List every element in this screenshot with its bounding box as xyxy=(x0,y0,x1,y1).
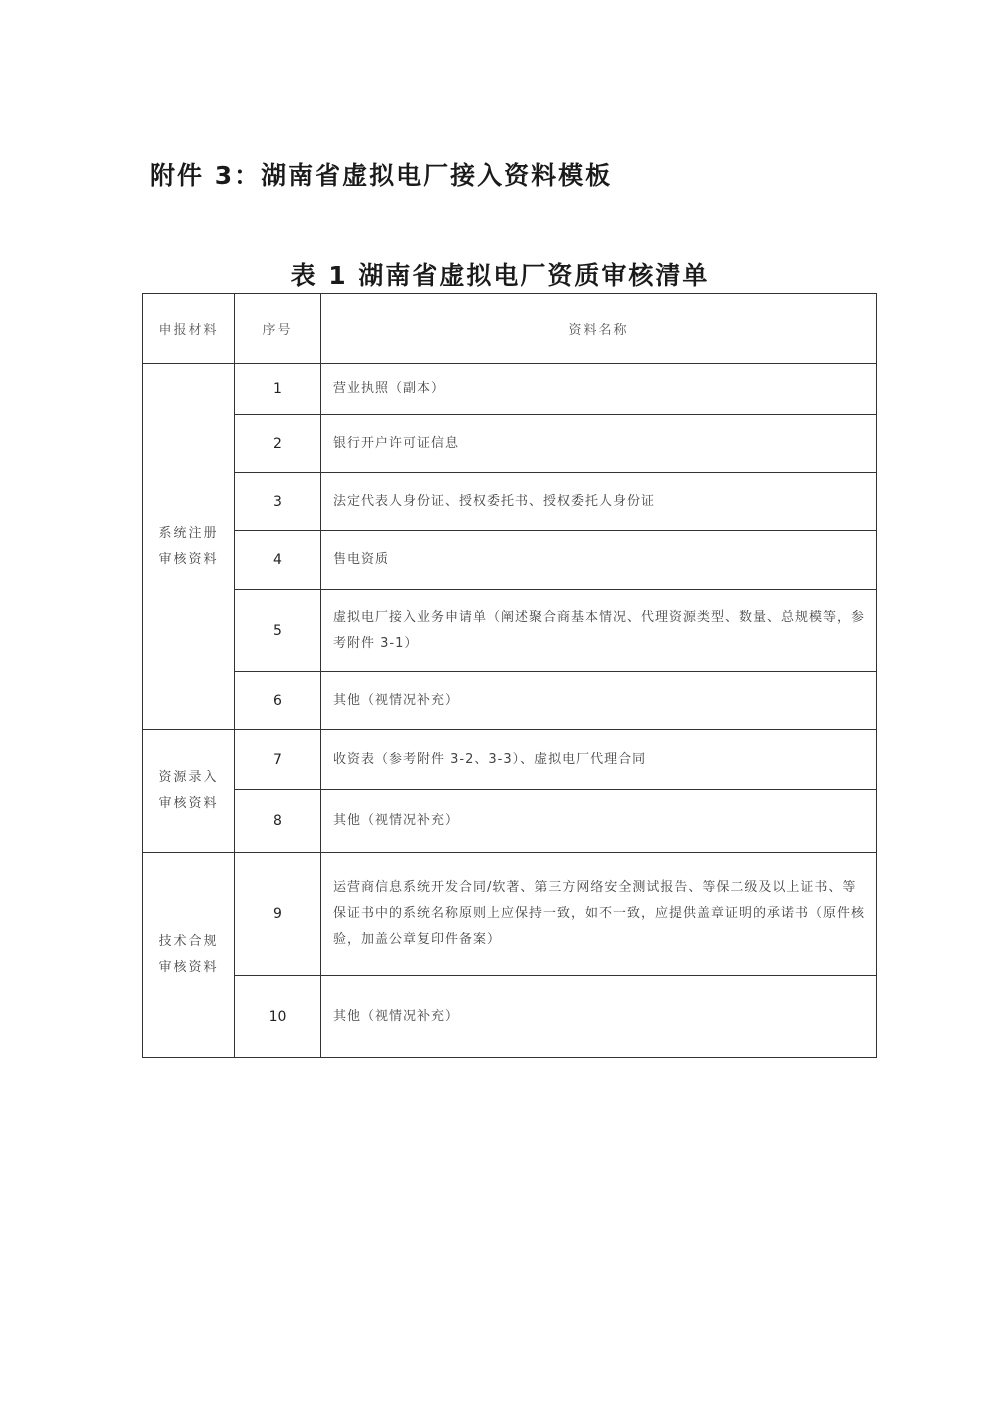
category-label-line1: 资源录入 xyxy=(158,770,219,785)
category-label-line1: 技术合规 xyxy=(158,934,219,949)
row-number: 2 xyxy=(235,415,321,473)
table-row xyxy=(143,473,877,531)
table-row xyxy=(143,730,877,790)
table-title: 表 1 湖南省虚拟电厂资质审核清单 xyxy=(290,261,710,290)
category-label-line2: 审核资料 xyxy=(158,796,219,811)
row-number: 10 xyxy=(235,976,321,1058)
table-row xyxy=(143,672,877,730)
row-number: 8 xyxy=(235,790,321,853)
document-name: 法定代表人身份证、授权委托书、授权委托人身份证 xyxy=(321,473,877,531)
category-system-registration xyxy=(143,364,235,730)
document-name: 收资表（参考附件 3-2、3-3）、虚拟电厂代理合同 xyxy=(321,730,877,790)
category-label-line2: 审核资料 xyxy=(158,960,219,975)
document-name: 售电资质 xyxy=(321,531,877,590)
table-row xyxy=(143,531,877,590)
table-row xyxy=(143,976,877,1058)
row-number: 3 xyxy=(235,473,321,531)
document-name: 银行开户许可证信息 xyxy=(321,415,877,473)
table-row xyxy=(143,415,877,473)
category-resource-entry xyxy=(143,730,235,853)
table-row xyxy=(143,853,877,976)
category-label-line2: 审核资料 xyxy=(158,551,219,567)
table-header-row xyxy=(143,294,877,364)
row-number: 1 xyxy=(235,364,321,415)
category-technical-compliance xyxy=(143,853,235,1058)
document-name: 其他（视情况补充） xyxy=(321,672,877,730)
category-label-line1: 系统注册 xyxy=(158,525,219,541)
document-name: 营业执照（副本） xyxy=(321,364,877,415)
column-header-number: 序号 xyxy=(235,294,321,364)
row-number: 6 xyxy=(235,672,321,730)
row-number: 4 xyxy=(235,531,321,590)
table-row xyxy=(143,790,877,853)
qualification-checklist-table xyxy=(142,293,877,1058)
table-row xyxy=(143,590,877,672)
row-number: 9 xyxy=(235,853,321,976)
document-name: 虚拟电厂接入业务申请单（阐述聚合商基本情况、代理资源类型、数量、总规模等，参考附件 3-1） xyxy=(321,590,877,672)
table-row xyxy=(143,364,877,415)
row-number: 5 xyxy=(235,590,321,672)
column-header-document-name: 资料名称 xyxy=(321,294,877,364)
attachment-heading: 附件 3：湖南省虚拟电厂接入资料模板 xyxy=(150,161,613,190)
document-name: 其他（视情况补充） xyxy=(321,976,877,1058)
column-header-material: 申报材料 xyxy=(143,294,235,364)
document-name: 运营商信息系统开发合同/软著、第三方网络安全测试报告、等保二级及以上证书、等保证书中的系统名称原则上应保持一致，如不一致，应提供盖章证明的承诺书（原件核验，加盖公章复印件备案） xyxy=(321,853,877,976)
document-name: 其他（视情况补充） xyxy=(321,790,877,853)
row-number: 7 xyxy=(235,730,321,790)
